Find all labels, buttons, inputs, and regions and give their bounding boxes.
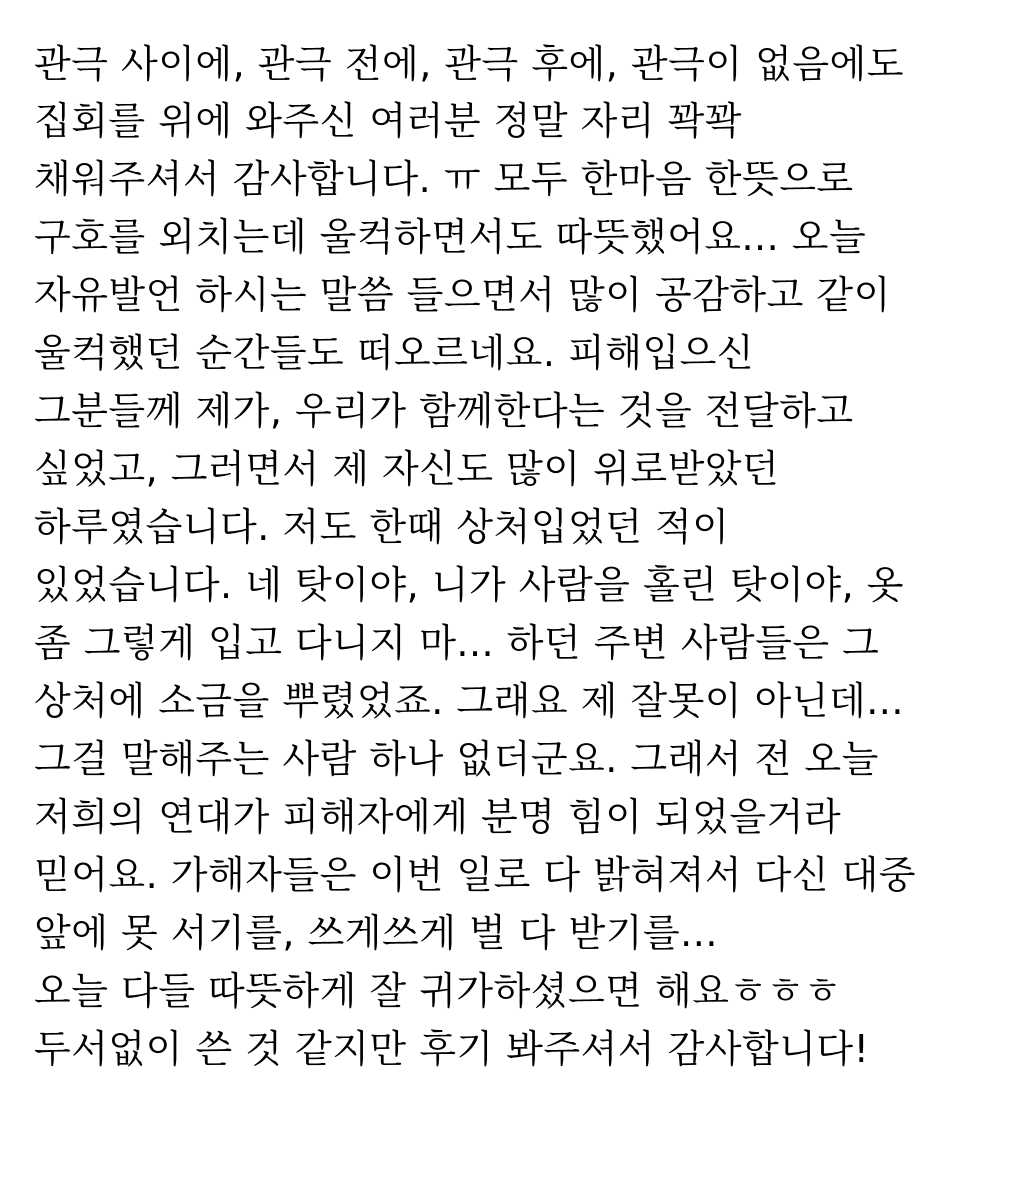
text-line-7: 그분들께 제가, 우리가 함께한다는 것을 전달하고: [34, 389, 854, 433]
text-line-2: 집회를 위에 와주신 여러분 정말 자리 꽉꽉: [34, 99, 743, 143]
text-line-8: 싶었고, 그러면서 제 자신도 많이 위로받았던: [34, 447, 780, 491]
text-line-15: 믿어요. 가해자들은 이번 일로 다 밝혀져서 다신 대중: [34, 853, 917, 897]
text-line-6: 울컥했던 순간들도 떠오르네요. 피해입으신: [34, 331, 755, 375]
text-line-12: 상처에 소금을 뿌렸었죠. 그래요 제 잘못이 아닌데...: [34, 679, 904, 723]
text-line-5: 자유발언 하시는 말씀 들으면서 많이 공감하고 같이: [34, 273, 891, 317]
text-line-1: 관극 사이에, 관극 전에, 관극 후에, 관극이 없음에도: [34, 42, 904, 86]
text-line-10: 있었습니다. 네 탓이야, 니가 사람을 홀린 탓이야, 옷: [34, 563, 904, 607]
text-line-9: 하루였습니다. 저도 한때 상처입었던 적이: [34, 505, 730, 549]
text-line-4: 구호를 외치는데 울컥하면서도 따뜻했어요... 오늘: [34, 215, 867, 259]
text-line-3: 채워주셔서 감사합니다. ㅠ 모두 한마음 한뜻으로: [34, 157, 854, 201]
text-line-11: 좀 그렇게 입고 다니지 마... 하던 주변 사람들은 그: [34, 621, 880, 665]
text-line-16: 앞에 못 서기를, 쓰게쓰게 벌 다 받기를...: [34, 911, 718, 955]
text-line-13: 그걸 말해주는 사람 하나 없더군요. 그래서 전 오늘: [34, 737, 879, 781]
text-line-17: 오늘 다들 따뜻하게 잘 귀가하셨으면 해요ㅎㅎㅎ: [34, 969, 842, 1013]
text-line-14: 저희의 연대가 피해자에게 분명 힘이 되었을거라: [34, 795, 842, 839]
text-line-18: 두서없이 쓴 것 같지만 후기 봐주셔서 감사합니다!: [34, 1027, 870, 1071]
